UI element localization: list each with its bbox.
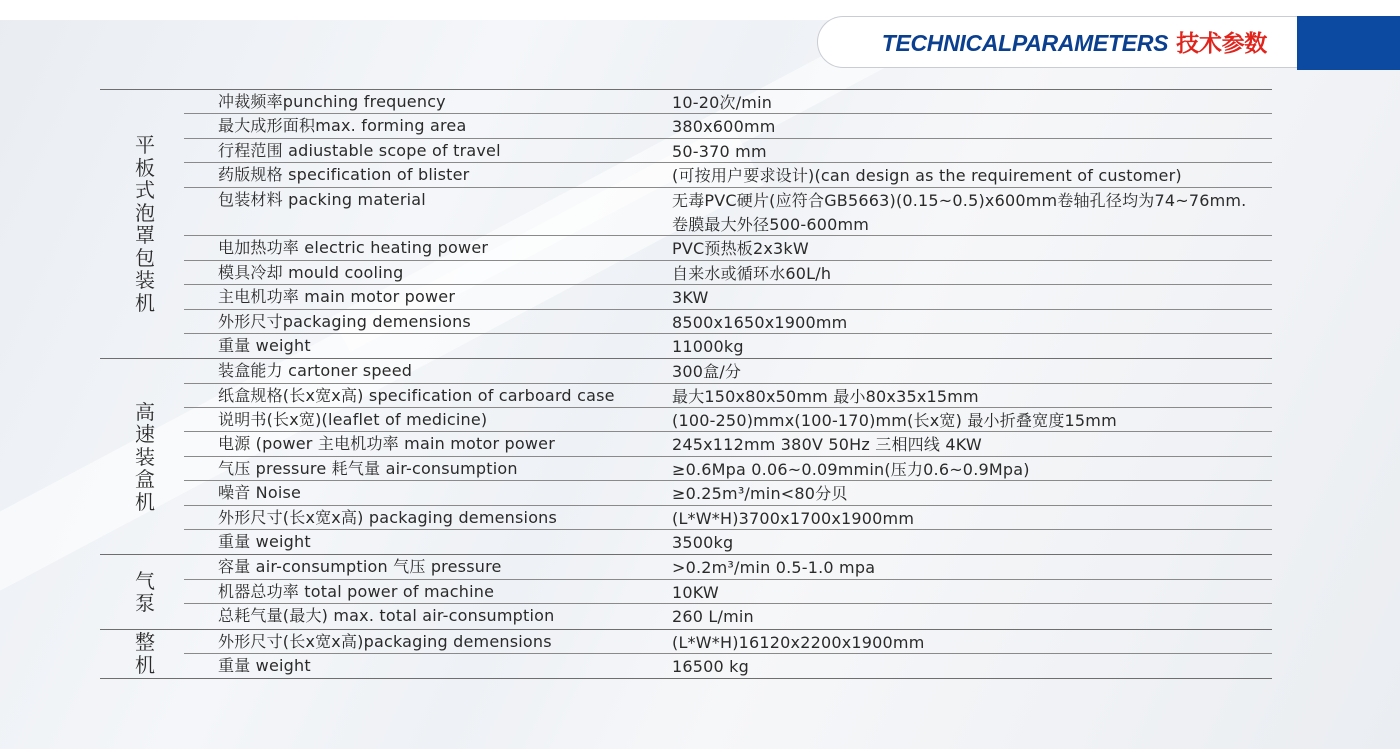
table-row — [184, 188, 1272, 212]
table-row — [184, 334, 1272, 358]
param-name: 电加热功率 electric heating power — [218, 238, 489, 258]
param-name: 外形尺寸packaging demensions — [218, 311, 471, 331]
group-label-char: 包 — [135, 245, 155, 270]
group-label — [134, 555, 156, 628]
table-row — [184, 359, 1272, 383]
param-value: 3KW — [672, 288, 709, 308]
table-row — [184, 236, 1272, 260]
table-row — [184, 654, 1272, 678]
group-label-char: 装 — [135, 268, 155, 293]
param-value: (可按用户要求设计)(can design as the requirement of customer) — [672, 166, 1182, 186]
group-rows — [184, 555, 1272, 628]
group-label-char: 板 — [135, 155, 155, 180]
param-name: 药版规格 specification of blister — [218, 165, 470, 185]
group-label-char: 高 — [135, 399, 155, 424]
group-label-char: 机 — [135, 290, 155, 315]
param-value: (L*W*H)16120x2200x1900mm — [672, 632, 925, 652]
spec-group — [100, 555, 1272, 629]
param-value: 260 L/min — [672, 607, 754, 627]
table-row — [184, 163, 1272, 187]
param-name: 气压 pressure 耗气量 air-consumption — [218, 458, 518, 478]
group-label-char: 泡 — [135, 200, 155, 225]
group-rows — [184, 630, 1272, 679]
group-label — [134, 630, 156, 679]
param-value: 245x112mm 380V 50Hz 三相四线 4KW — [672, 435, 982, 455]
param-value: 自来水或循环水60L/h — [672, 263, 832, 283]
param-name: 包装材料 packing material — [218, 189, 426, 209]
group-label-char: 装 — [135, 444, 155, 469]
param-name: 电源 (power 主电机功率 main motor power — [218, 434, 555, 454]
table-row — [184, 506, 1272, 530]
group-rows — [184, 90, 1272, 358]
table-row — [184, 604, 1272, 628]
group-label — [134, 359, 156, 554]
group-label-char: 盒 — [135, 467, 155, 492]
param-name: 装盒能力 cartoner speed — [218, 361, 413, 381]
page-title — [882, 17, 1267, 69]
group-label-char: 整 — [135, 630, 155, 655]
group-label-char: 泵 — [135, 591, 155, 615]
table-row — [184, 530, 1272, 554]
title-accent-block — [1297, 16, 1400, 70]
param-name: 外形尺寸(长x宽x高) packaging demensions — [218, 507, 558, 527]
param-value: 8500x1650x1900mm — [672, 312, 848, 332]
group-label-char: 机 — [135, 652, 155, 677]
table-row — [184, 432, 1272, 456]
param-name: 重量 weight — [218, 335, 311, 355]
table-row — [184, 408, 1272, 432]
param-name: 行程范围 adiustable scope of travel — [218, 140, 501, 160]
param-value: 10KW — [672, 582, 719, 602]
param-value: 10-20次/min — [672, 93, 773, 112]
table-row — [184, 555, 1272, 579]
param-value: 卷膜最大外径500-600mm — [672, 214, 870, 234]
param-value: 无毒PVC硬片(应符合GB5663)(0.15~0.5)x600mm卷轴孔径均为74~76mm. — [672, 190, 1247, 210]
spec-group — [100, 89, 1272, 359]
title-banner — [817, 16, 1347, 68]
param-value: (100-250)mmx(100-170)mm(长x宽) 最小折叠宽度15mm — [672, 411, 1117, 431]
param-name: 噪音 Noise — [218, 483, 302, 503]
table-row — [184, 481, 1272, 505]
param-value: 11000kg — [672, 336, 744, 356]
param-name: 冲裁频率punching frequency — [218, 92, 446, 111]
param-value: >0.2m³/min 0.5-1.0 mpa — [672, 558, 876, 578]
title-chinese: 技术参数 — [1176, 30, 1267, 56]
table-row — [184, 261, 1272, 285]
group-label-char: 速 — [135, 422, 155, 447]
group-label-char: 罩 — [135, 223, 155, 248]
param-name: 说明书(长x宽)(leaflet of medicine) — [218, 410, 488, 430]
table-row — [184, 139, 1272, 163]
spec-group — [100, 630, 1272, 680]
param-name: 模具冷却 mould cooling — [218, 262, 404, 282]
table-row — [184, 457, 1272, 481]
group-label-char: 式 — [135, 178, 155, 203]
param-value: 380x600mm — [672, 117, 776, 137]
param-name: 重量 weight — [218, 532, 311, 552]
param-name: 最大成形面积max. forming area — [218, 116, 467, 136]
param-name: 容量 air-consumption 气压 pressure — [218, 557, 502, 577]
table-row — [184, 310, 1272, 334]
param-name: 外形尺寸(长x宽x高)packaging demensions — [218, 631, 552, 651]
table-row — [184, 212, 1272, 236]
group-label-char: 气 — [135, 568, 155, 593]
title-english: TECHNICALPARAMETERS — [881, 30, 1169, 56]
param-name: 机器总功率 total power of machine — [218, 581, 495, 601]
param-value: 最大150x80x50mm 最小80x35x15mm — [672, 386, 979, 406]
group-rows — [184, 359, 1272, 554]
group-label-char: 机 — [135, 489, 155, 514]
table-row — [184, 630, 1272, 654]
table-row — [184, 114, 1272, 138]
spec-group — [100, 359, 1272, 555]
table-row — [184, 285, 1272, 309]
param-value: 300盒/分 — [672, 362, 742, 382]
param-name: 纸盒规格(长x宽x高) specification of carboard case — [218, 385, 615, 405]
table-row — [184, 580, 1272, 604]
param-name: 总耗气量(最大) max. total air-consumption — [218, 606, 555, 626]
param-value: PVC预热板2x3kW — [672, 239, 809, 259]
spec-table — [100, 89, 1272, 679]
param-name: 重量 weight — [218, 655, 311, 675]
param-name: 主电机功率 main motor power — [218, 287, 456, 307]
group-label — [134, 90, 156, 358]
param-value: 50-370 mm — [672, 141, 767, 161]
param-value: ≥0.25m³/min<80分贝 — [672, 484, 848, 504]
param-value: ≥0.6Mpa 0.06~0.09mmin(压力0.6~0.9Mpa) — [672, 459, 1030, 479]
param-value: 3500kg — [672, 533, 734, 553]
table-row — [184, 384, 1272, 408]
param-value: (L*W*H)3700x1700x1900mm — [672, 508, 915, 528]
table-row — [184, 90, 1272, 114]
group-label-char: 平 — [135, 133, 155, 158]
param-value: 16500 kg — [672, 656, 750, 676]
